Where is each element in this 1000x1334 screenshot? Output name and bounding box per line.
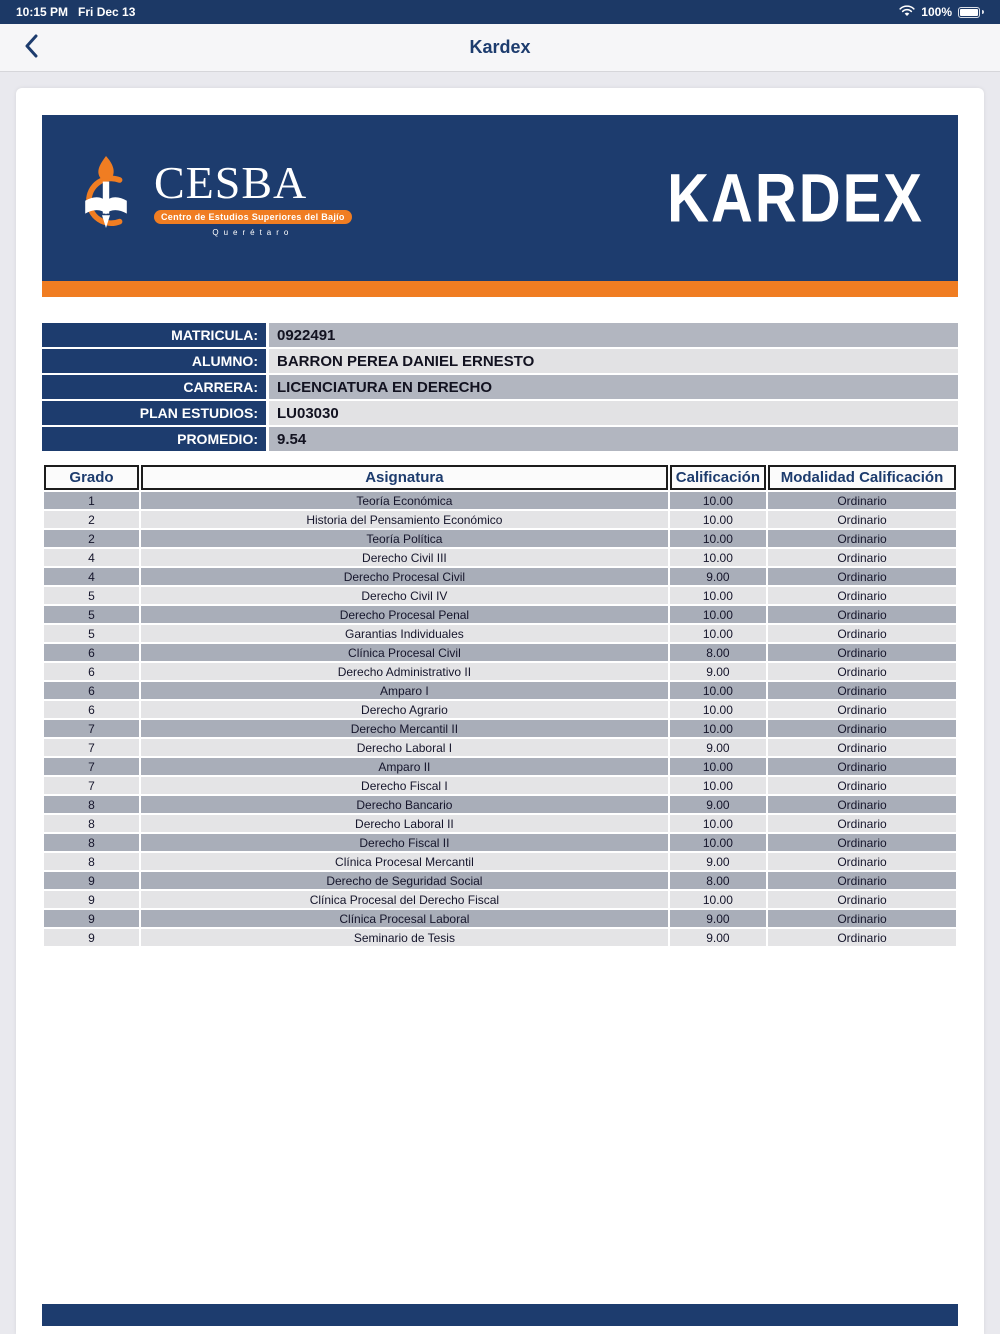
table-row — [44, 777, 956, 794]
grade-cell: 2 — [44, 530, 139, 547]
info-row — [42, 349, 958, 373]
school-brand — [70, 150, 352, 247]
grade-cell: 7 — [44, 739, 139, 756]
modality-cell: Ordinario — [768, 777, 956, 794]
subject-cell: Derecho Fiscal I — [141, 777, 668, 794]
grade-cell: 4 — [44, 568, 139, 585]
score-cell: 10.00 — [670, 549, 766, 566]
score-cell: 10.00 — [670, 834, 766, 851]
subject-cell: Amparo II — [141, 758, 668, 775]
table-row — [44, 815, 956, 832]
grade-cell: 2 — [44, 511, 139, 528]
grade-cell: 6 — [44, 644, 139, 661]
subject-cell: Derecho Administrativo II — [141, 663, 668, 680]
status-date: Fri Dec 13 — [78, 5, 136, 19]
battery-percent: 100% — [921, 5, 952, 19]
brand-subtitle: Centro de Estudios Superiores del Bajío — [154, 210, 352, 224]
brand-location: Querétaro — [212, 227, 294, 237]
subject-cell: Derecho Laboral I — [141, 739, 668, 756]
grade-cell: 8 — [44, 796, 139, 813]
table-row — [44, 644, 956, 661]
subject-cell: Clínica Procesal Civil — [141, 644, 668, 661]
info-label: ALUMNO: — [42, 349, 266, 373]
table-row — [44, 663, 956, 680]
modality-cell: Ordinario — [768, 929, 956, 946]
modality-cell: Ordinario — [768, 549, 956, 566]
subject-cell: Derecho Procesal Penal — [141, 606, 668, 623]
score-cell: 9.00 — [670, 910, 766, 927]
table-row — [44, 568, 956, 585]
kardex-document — [16, 88, 984, 1334]
info-label: CARRERA: — [42, 375, 266, 399]
score-cell: 10.00 — [670, 682, 766, 699]
score-cell: 9.00 — [670, 568, 766, 585]
subject-cell: Derecho Fiscal II — [141, 834, 668, 851]
status-bar — [0, 0, 1000, 24]
grade-cell: 8 — [44, 853, 139, 870]
subject-cell: Historia del Pensamiento Económico — [141, 511, 668, 528]
score-cell: 10.00 — [670, 720, 766, 737]
chevron-left-icon — [24, 34, 38, 63]
table-row — [44, 739, 956, 756]
modality-cell: Ordinario — [768, 606, 956, 623]
modality-cell: Ordinario — [768, 872, 956, 889]
table-row — [44, 891, 956, 908]
subject-cell: Derecho Civil IV — [141, 587, 668, 604]
info-row — [42, 323, 958, 347]
table-row — [44, 872, 956, 889]
grade-cell: 5 — [44, 625, 139, 642]
modality-cell: Ordinario — [768, 587, 956, 604]
score-cell: 9.00 — [670, 853, 766, 870]
grade-cell: 4 — [44, 549, 139, 566]
score-cell: 10.00 — [670, 587, 766, 604]
brand-name: CESBA — [154, 156, 308, 208]
subject-cell: Teoría Económica — [141, 492, 668, 509]
subject-cell: Derecho Agrario — [141, 701, 668, 718]
cesba-torch-logo-icon — [70, 150, 142, 247]
info-value: 9.54 — [269, 427, 958, 451]
table-row — [44, 796, 956, 813]
grade-cell: 6 — [44, 701, 139, 718]
info-value: 0922491 — [269, 323, 958, 347]
table-row — [44, 530, 956, 547]
grade-cell: 7 — [44, 758, 139, 775]
subject-cell: Derecho Bancario — [141, 796, 668, 813]
info-row — [42, 427, 958, 451]
grade-cell: 7 — [44, 777, 139, 794]
grade-cell: 8 — [44, 815, 139, 832]
table-row — [44, 606, 956, 623]
subject-cell: Amparo I — [141, 682, 668, 699]
header-asignatura: Asignatura — [141, 465, 668, 490]
modality-cell: Ordinario — [768, 796, 956, 813]
table-row — [44, 492, 956, 509]
modality-cell: Ordinario — [768, 720, 956, 737]
table-row — [44, 853, 956, 870]
table-row — [44, 929, 956, 946]
modality-cell: Ordinario — [768, 758, 956, 775]
table-row — [44, 511, 956, 528]
document-header-banner — [42, 115, 958, 281]
info-value: LU03030 — [269, 401, 958, 425]
grade-cell: 9 — [44, 910, 139, 927]
subject-cell: Seminario de Tesis — [141, 929, 668, 946]
modality-cell: Ordinario — [768, 891, 956, 908]
score-cell: 9.00 — [670, 663, 766, 680]
score-cell: 8.00 — [670, 872, 766, 889]
modality-cell: Ordinario — [768, 511, 956, 528]
grade-cell: 9 — [44, 929, 139, 946]
table-row — [44, 910, 956, 927]
score-cell: 9.00 — [670, 796, 766, 813]
grade-cell: 9 — [44, 872, 139, 889]
table-row — [44, 682, 956, 699]
score-cell: 10.00 — [670, 815, 766, 832]
navigation-bar — [0, 24, 1000, 72]
subject-cell: Derecho de Seguridad Social — [141, 872, 668, 889]
info-label: PROMEDIO: — [42, 427, 266, 451]
subject-cell: Clínica Procesal Mercantil — [141, 853, 668, 870]
modality-cell: Ordinario — [768, 853, 956, 870]
modality-cell: Ordinario — [768, 625, 956, 642]
subject-cell: Derecho Civil III — [141, 549, 668, 566]
score-cell: 10.00 — [670, 530, 766, 547]
grades-table — [42, 463, 958, 948]
score-cell: 10.00 — [670, 511, 766, 528]
subject-cell: Clínica Procesal Laboral — [141, 910, 668, 927]
score-cell: 10.00 — [670, 606, 766, 623]
table-row — [44, 834, 956, 851]
table-row — [44, 720, 956, 737]
grades-table-header-row — [44, 465, 956, 490]
page-title: Kardex — [469, 37, 531, 57]
modality-cell: Ordinario — [768, 815, 956, 832]
grade-cell: 9 — [44, 891, 139, 908]
modality-cell: Ordinario — [768, 701, 956, 718]
subject-cell: Clínica Procesal del Derecho Fiscal — [141, 891, 668, 908]
info-row — [42, 401, 958, 425]
modality-cell: Ordinario — [768, 492, 956, 509]
modality-cell: Ordinario — [768, 834, 956, 851]
grade-cell: 6 — [44, 663, 139, 680]
table-row — [44, 758, 956, 775]
orange-stripe-divider — [42, 281, 958, 297]
table-row — [44, 587, 956, 604]
status-time: 10:15 PM — [16, 5, 69, 19]
subject-cell: Derecho Mercantil II — [141, 720, 668, 737]
score-cell: 10.00 — [670, 701, 766, 718]
grade-cell: 5 — [44, 606, 139, 623]
subject-cell: Garantias Individuales — [141, 625, 668, 642]
score-cell: 10.00 — [670, 777, 766, 794]
table-row — [44, 625, 956, 642]
modality-cell: Ordinario — [768, 682, 956, 699]
info-row — [42, 375, 958, 399]
table-row — [44, 549, 956, 566]
back-button[interactable] — [16, 24, 46, 72]
wifi-icon — [899, 5, 915, 20]
score-cell: 9.00 — [670, 739, 766, 756]
modality-cell: Ordinario — [768, 663, 956, 680]
score-cell: 10.00 — [670, 492, 766, 509]
modality-cell: Ordinario — [768, 739, 956, 756]
score-cell: 10.00 — [670, 625, 766, 642]
grade-cell: 6 — [44, 682, 139, 699]
score-cell: 10.00 — [670, 758, 766, 775]
subject-cell: Derecho Procesal Civil — [141, 568, 668, 585]
student-info — [42, 323, 958, 451]
header-modalidad: Modalidad Calificación — [768, 465, 956, 490]
grade-cell: 7 — [44, 720, 139, 737]
table-row — [44, 701, 956, 718]
modality-cell: Ordinario — [768, 644, 956, 661]
score-cell: 10.00 — [670, 891, 766, 908]
document-title: KARDEX — [667, 159, 924, 237]
battery-icon — [958, 7, 980, 18]
grade-cell: 8 — [44, 834, 139, 851]
modality-cell: Ordinario — [768, 568, 956, 585]
grade-cell: 5 — [44, 587, 139, 604]
info-label: MATRICULA: — [42, 323, 266, 347]
subject-cell: Derecho Laboral II — [141, 815, 668, 832]
subject-cell: Teoría Política — [141, 530, 668, 547]
info-value: LICENCIATURA EN DERECHO — [269, 375, 958, 399]
score-cell: 9.00 — [670, 929, 766, 946]
grade-cell: 1 — [44, 492, 139, 509]
document-footer-bar — [42, 1304, 958, 1326]
info-label: PLAN ESTUDIOS: — [42, 401, 266, 425]
header-grado: Grado — [44, 465, 139, 490]
grades-table-body — [44, 492, 956, 946]
info-value: BARRON PEREA DANIEL ERNESTO — [269, 349, 958, 373]
header-calificacion: Calificación — [670, 465, 766, 490]
modality-cell: Ordinario — [768, 530, 956, 547]
modality-cell: Ordinario — [768, 910, 956, 927]
score-cell: 8.00 — [670, 644, 766, 661]
